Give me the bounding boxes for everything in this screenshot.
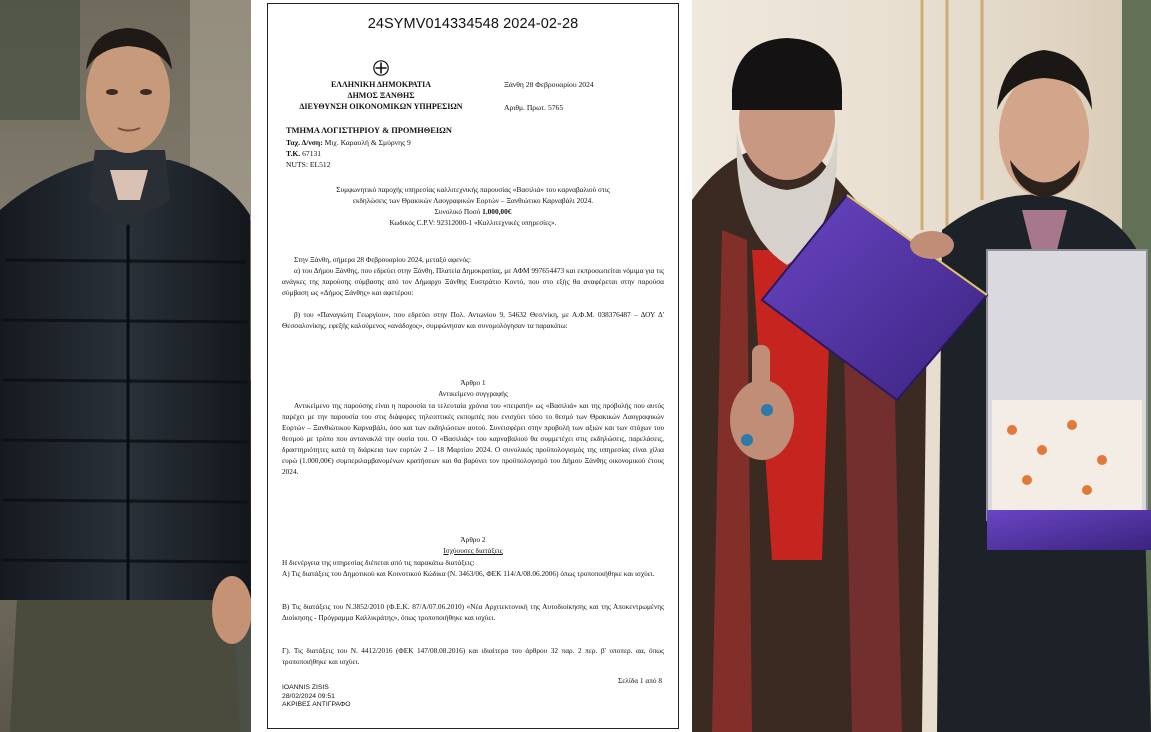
article-2-item-c: Γ). Τις διατάξεις του Ν. 4412/2016 (ΦΕΚ 147/08.08.2016) και ιδιαίτερα του άρθρου 32 παρ. 2 περ. β' υποπερ. αα, όπως τροποποιήθηκε και ισχύει. <box>282 646 664 666</box>
photo-king-and-man-with-gift-boxes <box>692 0 1151 732</box>
party-a: α) του Δήμου Ξάνθης, που εδρεύει στην Ξάνθη, Πλατεία Δημοκρατίας, με ΑΦΜ 997654473 και εκπροσωπείται νόμιμα για τις ανάγκες της παρούσης σύμβασης από τον Δήμαρχο Ξάνθης Ευστράτιο Κοντό, που στο εξής θα αναφέρεται στην παρούσα σύμβαση ως «Δήμος Ξάνθης» και αφετέρου: <box>282 266 664 297</box>
party-b: β) του «Παναγιώτη Γεωργίου», που εδρεύει στην Πολ. Αντωνίου 9, 54632 Θεσ/νίκη, με Α.Φ.Μ. 038376487 – ΔΟΥ Δ' Θεσσαλονίκης, εφεξής καλούμενος «ανάδοχος», συμφώνησαν και συνομολόγησαν τα παρακάτω: <box>282 310 664 330</box>
department-nuts: NUTS: EL512 <box>286 160 331 169</box>
department-postcode: Τ.Κ. 67131 <box>286 149 322 158</box>
photo-man-in-jacket <box>0 0 251 732</box>
subject-block: Συμφωνητικό παροχής υπηρεσίας καλλιτεχνικής παρουσίας «Βασιλιά» του καρναβαλιού στις εκδηλώσεις των Θρακικών Λαογραφικών Εορτών – Ξανθιώτικο Καρναβάλι 2024. Συνολικό Ποσό 1.000,00€ Κωδικός C.P.V: 92312000-1 «Καλλιτεχνικές υπηρεσίες». <box>336 185 610 227</box>
digital-signature: IOANNIS ZISIS 28/02/2024 09:51 ΑΚΡΙΒΕΣ ΑΝΤΙΓΡΑΦΟ <box>282 684 351 708</box>
header-republic: ΕΛΛΗΝΙΚΗ ΔΗΜΟΚΡΑΤΙΑ <box>330 80 432 89</box>
contract-intro: Στην Ξάνθη, σήμερα 28 Φεβρουαρίου 2024, μεταξύ αφενός: <box>294 255 472 264</box>
article-2-item-a: Α) Τις διατάξεις του Δημοτικού και Κοινοτικού Κώδικα (Ν. 3463/06, ΦΕΚ 114/Α/08.06.2006) όπως τροποποιήθηκε και ισχύει. <box>282 569 655 578</box>
department-name: ΤΜΗΜΑ ΛΟΓΙΣΤΗΡΙΟΥ & ΠΡΟΜΗΘΕΙΩΝ <box>286 126 452 135</box>
department-address: Ταχ. Δ/νση: Μιχ. Καραολή & Σμύρνης 9 <box>286 138 411 147</box>
document-id: 24SYMV014334548 2024-02-28 <box>367 16 579 32</box>
header-protocol: Αριθμ. Πρωτ. 5765 <box>504 103 564 112</box>
article-2-item-b: Β) Τις διατάξεις του Ν.3852/2010 (Φ.Ε.Κ. 87/Α/07.06.2010) «Νέα Αρχιτεκτονική της Αυτοδιοίκησης και της Αποκεντρωμένης Διοίκησης - Πρόγραμμα Καλλικράτης», όπως τροποποιήθηκε και ισχύει. <box>282 602 664 622</box>
article-1-subtitle: Αντικείμενο συγγραφής <box>438 389 508 398</box>
contract-document <box>267 3 679 729</box>
article-2-title: Άρθρο 2 <box>460 535 486 544</box>
greek-emblem-icon <box>373 60 389 76</box>
article-2-subtitle: Ισχύουσες διατάξεις <box>443 546 503 555</box>
article-1-title: Άρθρο 1 <box>460 378 486 387</box>
page-number: Σελίδα 1 από 8 <box>618 676 662 685</box>
article-1-body: Αντικείμενο της παρούσης είναι η παρουσία τα τελευταία χρόνια του «πειρατή» ως «Βασιλιά» και της προβολής που αυτός παρέχει με την παρουσία του στις διάφορες τηλεοπτικές εκπομπές που ενισχύει τόσο το θεσμό των Θρακικών Λαογραφικών Εορτών – Ξανθιώτικου Καρναβάλι, όσο και των εκδηλώσεων αυτού. Συνεισφέρει στην προβολή των αξιών και των στόχων του θεσμού με τρόπο που αντανακλά την ουσία του. Ο «Βασιλιάς» του καρναβαλιού θα συμμετέχει στις εκδηλώσεις, παρελάσεις, δραστηριότητες κατά τη διάρκεια των εορτών 2 – 18 Μαρτίου 2024. Ο συνολικός προϋπολογισμός της υπηρεσίας είναι χίλια ευρώ (1.000,00€) συμπεριλαμβανομένων κρατήσεων και θα βαρύνει τον προϋπολογισμό του Δήμου Ξάνθης οικονομικού έτους 2024. <box>282 401 664 476</box>
article-2-intro: Η διενέργεια της υπηρεσίας διέπεται από τις παρακάτω διατάξεις: <box>282 558 475 567</box>
header-date: Ξάνθη 28 Φεβρουαρίου 2024 <box>504 80 594 89</box>
header-directorate: ΔΙΕΥΘΥΝΣΗ ΟΙΚΟΝΟΜΙΚΩΝ ΥΠΗΡΕΣΙΩΝ <box>299 102 463 111</box>
header-municipality: ΔΗΜΟΣ ΞΑΝΘΗΣ <box>347 91 415 100</box>
